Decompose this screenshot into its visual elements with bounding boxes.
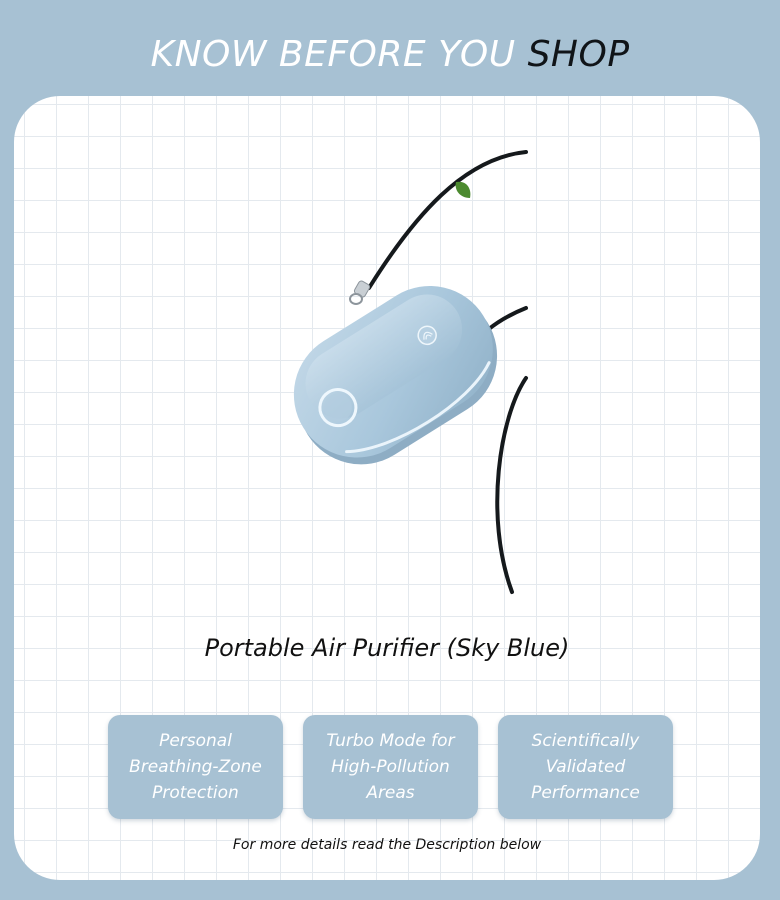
product-card (14, 96, 760, 880)
feature-badge-turbo-mode: Turbo Mode for High-Pollution Areas (303, 715, 478, 819)
page-headline (0, 34, 780, 76)
description-note: For more details read the Description below (232, 837, 542, 853)
product-title: Portable Air Purifier (Sky Blue) (204, 634, 570, 662)
headline-dark-text: SHOP (527, 34, 630, 75)
purifier-device (270, 262, 521, 488)
feature-badges (108, 715, 674, 821)
headline-light-text: KNOW BEFORE YOU (150, 34, 528, 75)
leaf-icon (456, 182, 471, 198)
feature-badge-protection: Personal Breathing-Zone Protection (108, 715, 283, 819)
left-clasp (350, 280, 371, 304)
cord-lower (497, 378, 526, 592)
product-image (14, 96, 760, 616)
feature-badge-validated: Scientifically Validated Performance (498, 715, 673, 819)
cord-left (369, 152, 526, 288)
